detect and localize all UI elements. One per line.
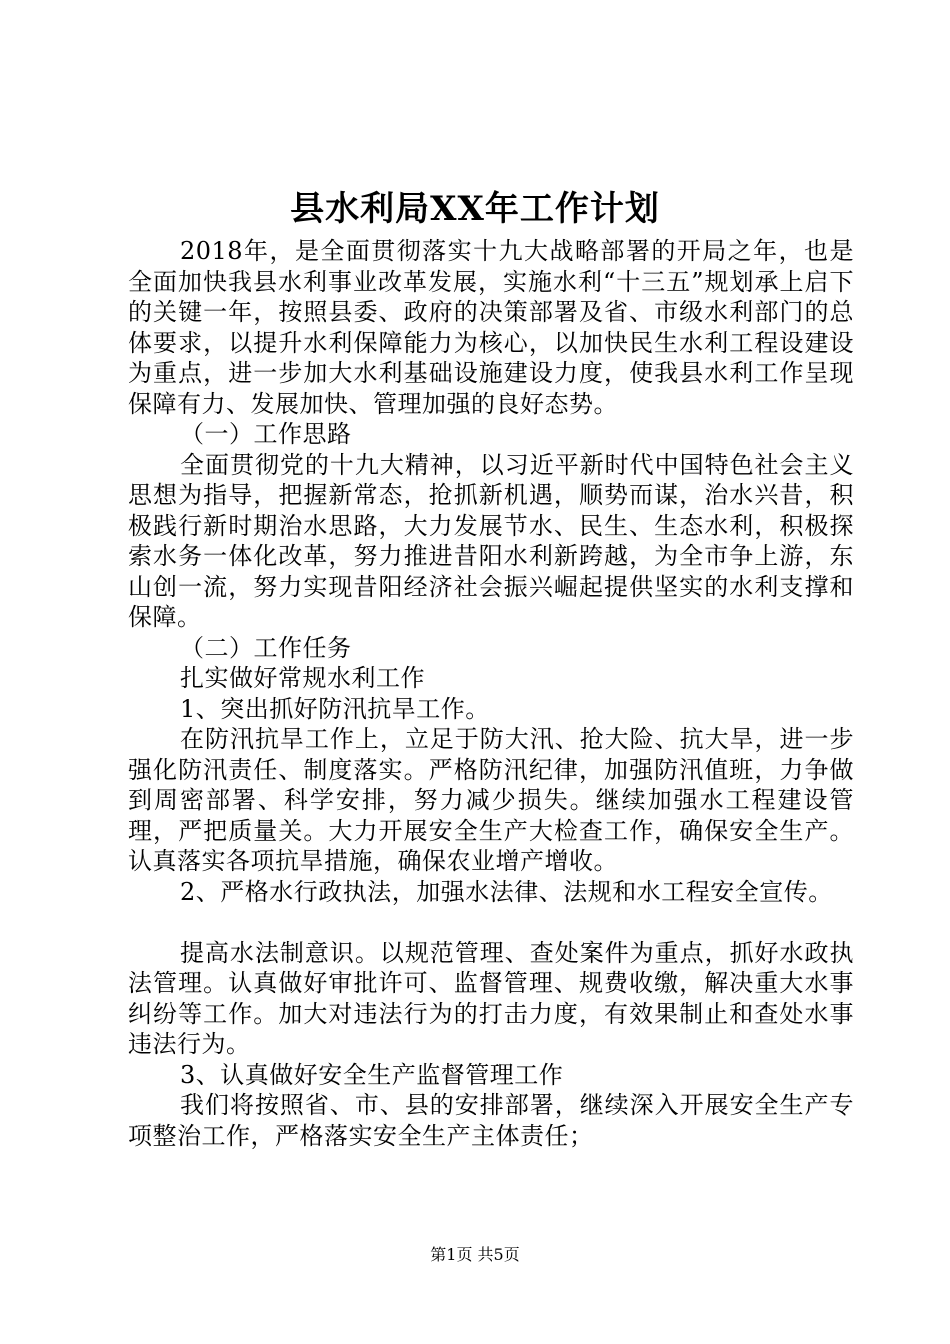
paragraph-intro: 2018年，是全面贯彻落实十九大战略部署的开局之年，也是全面加快我县水利事业改革发展，实施水利“十三五”规划承上启下的关键一年，按照县委、政府的决策部署及省、市级水利部门的总体要求，以提升水利保障能力为核心，以加快民生水利工程设建设为重点，进一步加大水利基础设施建设力度，使我县水利工作呈现保障有力、发展加快、管理加强的良好态势。 xyxy=(128,237,854,418)
document-body xyxy=(128,236,854,1151)
paragraph-work-approach: 全面贯彻党的十九大精神，以习近平新时代中国特色社会主义思想为指导，把握新常态，抢抓新机遇，顺势而谋，治水兴昔，积极践行新时期治水思路，大力发展节水、民生、生态水利，积极探索水务一体化改革，努力推进昔阳水利新跨越，为全市争上游，东山创一流，努力实现昔阳经济社会振兴崛起提供坚实的水利支撑和保障。 xyxy=(128,450,854,631)
paragraph-flood-control: 在防汛抗旱工作上，立足于防大汛、抢大险、抗大旱，进一步强化防汛责任、制度落实。严格防汛纪律，加强防汛值班，力争做到周密部署、科学安排，努力减少损失。继续加强水工程建设管理，严把质量关。大力开展安全生产大检查工作，确保安全生产。认真落实各项抗旱措施，确保农业增产增收。 xyxy=(128,725,854,875)
item-heading-safety-supervision: 3、认真做好安全生产监督管理工作 xyxy=(180,1060,564,1089)
subheading-routine-work: 扎实做好常规水利工作 xyxy=(180,664,425,692)
page-footer: 第1页 共5页 xyxy=(430,1245,520,1264)
item-heading-law-enforcement: 2、严格水行政执法，加强水法律、法规和水工程安全宣传。 xyxy=(180,877,833,906)
item-heading-flood-control: 1、突出抓好防汛抗旱工作。 xyxy=(180,694,490,723)
paragraph-safety-supervision: 我们将按照省、市、县的安排部署，继续深入开展安全生产专项整治工作，严格落实安全生产主体责任； xyxy=(128,1091,854,1150)
section-heading-work-tasks: （二）工作任务 xyxy=(180,633,352,662)
section-heading-work-approach: （一）工作思路 xyxy=(180,420,352,448)
document-title: 县水利局XX年工作计划 xyxy=(290,189,660,229)
paragraph-law-enforcement: 提高水法制意识。以规范管理、查处案件为重点，抓好水政执法管理。认真做好审批许可、监督管理、规费收缴，解决重大水事纠纷等工作。加大对违法行为的打击力度，有效果制止和查处水事违法行为。 xyxy=(128,938,854,1058)
blank-line xyxy=(128,907,854,938)
